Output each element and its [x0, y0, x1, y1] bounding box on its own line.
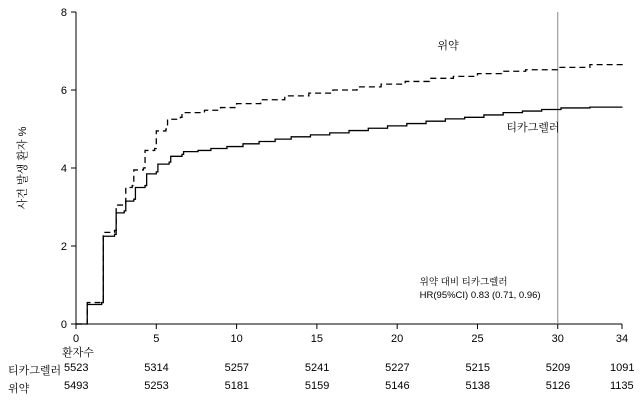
- risk-cell: 5126: [545, 380, 571, 392]
- risk-cell: 5209: [545, 362, 571, 374]
- risk-row-label: 티카그렐러: [8, 365, 62, 377]
- risk-cell: 5159: [304, 380, 330, 392]
- risk-cell: 5241: [304, 362, 330, 374]
- y-tick-label: 6: [60, 85, 67, 97]
- risk-cell: 5253: [144, 380, 169, 392]
- risk-cell: 5181: [224, 380, 250, 392]
- series-label-2: 티카그렐러: [506, 121, 560, 134]
- risk-row: [0, 380, 642, 398]
- hr-annotation-line1: 위약 대비 티카그렐러: [419, 277, 508, 288]
- risk-cell: 5493: [64, 380, 89, 392]
- risk-cell: 5138: [465, 380, 490, 392]
- y-tick-label: 8: [60, 7, 67, 19]
- risk-row-label: 위약: [8, 383, 30, 395]
- x-tick-label: 0: [72, 333, 80, 345]
- risk-cell: 1135: [610, 380, 634, 392]
- x-tick-label: 34: [615, 333, 629, 345]
- risk-cell: 5257: [224, 362, 250, 374]
- series-label-1: 위약: [437, 40, 459, 53]
- x-tick-label: 30: [551, 333, 564, 345]
- risk-cell: 1091: [610, 362, 635, 374]
- y-tick-label: 4: [60, 163, 67, 175]
- series-curve-1: [76, 63, 622, 324]
- risk-cell: 5227: [385, 362, 410, 374]
- y-tick-label: 2: [60, 241, 67, 253]
- y-tick-label: 0: [60, 319, 67, 331]
- risk-row: [0, 362, 642, 380]
- hr-annotation-line2: HR(95%CI) 0.83 (0.71, 0.96): [419, 290, 541, 301]
- risk-cell: 5314: [144, 362, 169, 374]
- risk-cell: 5215: [465, 362, 490, 374]
- x-tick-label: 5: [153, 333, 160, 345]
- risk-cell: 5146: [385, 380, 410, 392]
- numbers-at-risk-title: 환자수: [62, 347, 94, 359]
- y-axis-title: 사건 발생 환자 %: [17, 126, 29, 210]
- x-tick-label: 20: [391, 333, 404, 345]
- risk-cell: 5523: [64, 362, 89, 374]
- x-tick-label: 15: [310, 333, 324, 345]
- x-tick-label: 10: [230, 333, 243, 345]
- series-layer: [76, 63, 622, 324]
- x-tick-label: 25: [471, 333, 484, 345]
- series-label-layer: [420, 38, 560, 301]
